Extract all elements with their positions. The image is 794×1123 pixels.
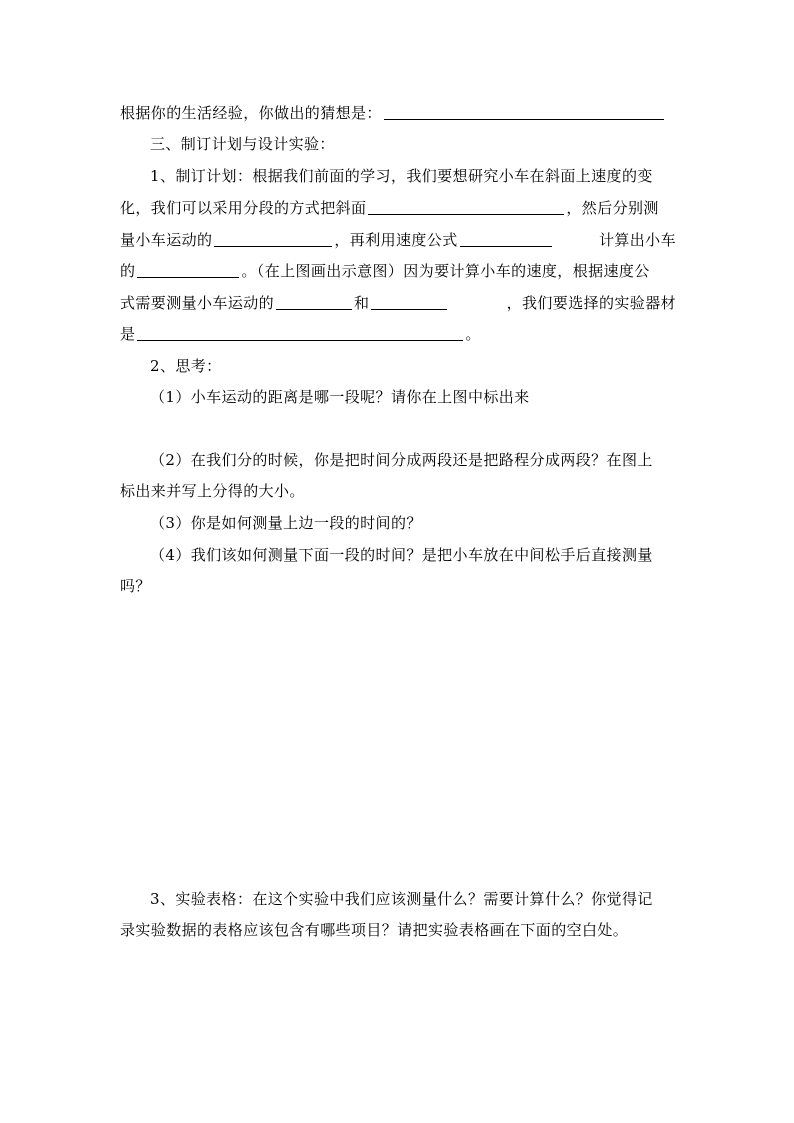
blank-quantity-2[interactable] xyxy=(371,294,447,310)
plan-l2-text-a: 化，我们可以采用分段的方式把斜面 xyxy=(120,199,367,217)
plan-l5-text-a: 式需要测量小车运动的 xyxy=(120,294,275,312)
think-q1: （1）小车运动的距离是哪一段呢？请你在上图中标出来 xyxy=(150,388,530,406)
blank-equipment[interactable] xyxy=(137,325,463,341)
plan-line-2 xyxy=(120,198,676,218)
plan-l6-text-b: 。 xyxy=(465,325,481,343)
blank-quantity-1[interactable] xyxy=(276,294,352,310)
plan-line-1: 1、制订计划：根据我们前面的学习，我们要想研究小车在斜面上速度的变 xyxy=(150,167,653,185)
plan-l3-text-b: ，再利用速度公式 xyxy=(334,231,458,249)
plan-l6-text-a: 是 xyxy=(120,325,136,343)
plan-line-4 xyxy=(120,261,676,281)
plan-line-3 xyxy=(120,230,676,250)
guess-line xyxy=(120,103,676,123)
plan-line-6 xyxy=(120,324,676,344)
plan-l3-text-c: 计算出小车 xyxy=(598,231,676,249)
blank-measure[interactable] xyxy=(214,231,332,247)
plan-l4-text-a: 的 xyxy=(120,262,136,280)
plan-l5-text-b: 和 xyxy=(354,294,370,312)
plan-l4-text-b: 。（在上图画出示意图）因为要计算小车的速度，根据速度公 xyxy=(241,262,650,280)
table-line-2: 录实验数据的表格应该包含有哪些项目？请把实验表格画在下面的空白处。 xyxy=(120,921,629,939)
plan-line-5 xyxy=(120,293,676,313)
plan-l3-text-a: 量小车运动的 xyxy=(120,231,213,249)
think-q2-line-1: （2）在我们分的时候，你是把时间分成两段还是把路程分成两段？在图上 xyxy=(150,451,653,469)
think-q3: （3）你是如何测量上边一段的时间的？ xyxy=(150,514,422,532)
think-q4-line-2: 吗？ xyxy=(120,577,151,595)
table-line-1: 3、实验表格：在这个实验中我们应该测量什么？需要计算什么？你觉得记 xyxy=(150,890,653,908)
plan-l5-text-c: ，我们要选择的实验器材 xyxy=(506,294,676,312)
section3-heading: 三、制订计划与设计实验： xyxy=(150,135,335,153)
blank-divide-slope[interactable] xyxy=(368,199,564,215)
think-q2-line-2: 标出来并写上分得的大小。 xyxy=(120,482,305,500)
blank-calculate[interactable] xyxy=(137,262,239,278)
plan-l2-text-b: ，然后分别测 xyxy=(566,199,659,217)
guess-lead: 根据你的生活经验，你做出的猜想是： xyxy=(120,104,382,122)
blank-speed-formula[interactable] xyxy=(460,231,552,247)
think-q4-line-1: （4）我们该如何测量下面一段的时间？是把小车放在中间松手后直接测量 xyxy=(150,546,653,564)
guess-blank[interactable] xyxy=(384,104,664,120)
think-heading: 2、思考： xyxy=(150,357,222,375)
